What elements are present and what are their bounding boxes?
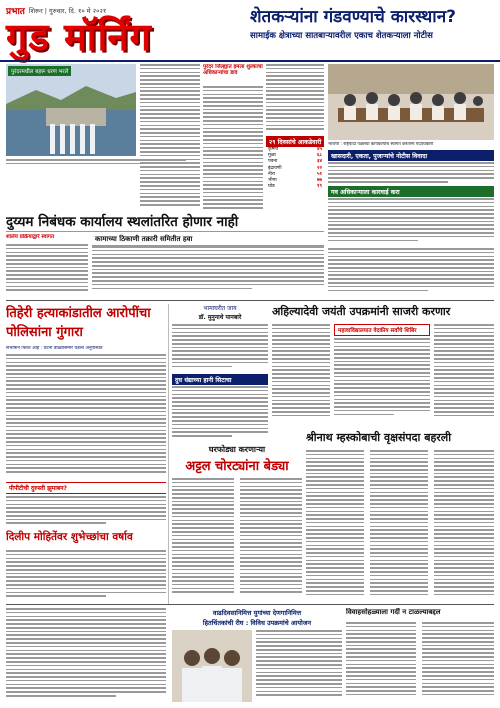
birthday-photo [172, 630, 252, 702]
dam-photo-icon [6, 64, 136, 156]
burglars-pretitle: घरफोड्या करणाऱ्या [208, 445, 266, 454]
column-b-box-body [172, 384, 268, 442]
mohite-headline: दिलीप मोहितेंवर शुभेच्छांचा वर्षाव [6, 531, 133, 543]
price-row: घोड १९ [268, 184, 322, 190]
wedding-headline: विवाहसोहळ्याला गर्दी न टाळल्याबद्दल [346, 608, 441, 616]
page-title: गुड मॉर्निंग [6, 14, 152, 59]
column-rule [168, 304, 169, 604]
price-row: कृष्णा ४५ [268, 147, 322, 152]
lead-photo-strip: पुरंदरमधील बहरू धरण भरले [8, 66, 71, 76]
fire-headline: कामाच्या ठिकाणी तक्रारी समितीत हवा [92, 234, 324, 246]
masthead-divider [0, 60, 500, 62]
ahilyadevi-headline: अहिल्यादेवी जयंती उपक्रमांनी साजरी करणार [272, 305, 451, 318]
office-story [6, 234, 88, 294]
column-b-author: डॉ. मुनुनाथे पानबारे [198, 314, 242, 321]
ppt-box-body [6, 494, 166, 528]
divider [6, 231, 324, 232]
right-column-text [328, 248, 494, 298]
burglars-headline: अट्टल चोरट्यांना बेड्या [185, 459, 289, 474]
ahilyadevi-story [272, 324, 330, 420]
wedding-story [346, 622, 494, 702]
lead-headline: शेतकऱ्यांना गंडवण्याचे कारस्थान? [250, 7, 456, 27]
mohite-story-2 [6, 608, 166, 702]
right-box2-body [328, 196, 494, 246]
shrinath-story [306, 450, 494, 602]
birthday-photo-icon [172, 630, 252, 702]
meeting-photo [328, 64, 494, 140]
mohite-story [6, 550, 166, 602]
top-center-story-2 [203, 64, 263, 214]
office-headline: दुय्यम निबंधक कार्यालय स्थलांतरित होणार नाही [6, 214, 239, 230]
top-center-subhead: पुरंदर जिल्ह्यात इमला शुल्काचा अधिकाऱ्यांचा डाव [203, 64, 263, 76]
masthead [0, 0, 500, 62]
birthday-heading: वाढदिवसानिमित्त युगांच्या देणगानिमित्त [212, 609, 302, 617]
birthday-story [256, 630, 342, 702]
ppt-box-heading: पीपीटीची दुरुस्ती झुमाबन? [6, 482, 166, 494]
murder-byline: संभाषाने फिरत आहे : घटना डोळ्यांसमोर घडला अनुपस्थित [6, 346, 103, 351]
section-divider [6, 300, 494, 301]
price-row: नीरा ५१ [268, 171, 322, 177]
office-subhead: शालेय प्रक्रियाद्वारे स्वागत [6, 234, 55, 240]
top-center-story [140, 64, 200, 214]
meeting-photo-icon [328, 64, 494, 140]
price-box [268, 147, 322, 190]
brand-logo: प्रभात [6, 6, 25, 17]
price-row: पवना ३४ [268, 159, 322, 165]
price-box-heading: २९ दिवसांचे आकडेवारी [266, 136, 324, 147]
meeting-photo-caption: भाजपा : राष्ट्रवादी पक्षाच्या कार्यकर्त्यांचे स्वागत करताना पदाधिकारी [328, 142, 434, 147]
ahilyadevi-box-body [334, 336, 430, 422]
lead-subhead: सामाईक क्षेत्राच्या सातबाऱ्यावरील एकाच शेतकऱ्याला नोटीस [250, 31, 433, 41]
price-row: मुळा ६८ [268, 153, 322, 159]
fire-story [92, 246, 324, 296]
price-row: भीमा ७७ [268, 178, 322, 184]
column-b-pretitle: भामाघरीत जाय [203, 305, 237, 312]
ahilyadevi-box-heading: महावाविद्यालयात वेदकीय सर्वांचे शिबिर [334, 324, 430, 336]
ahilyadevi-story-2 [434, 324, 494, 420]
shrinath-headline: श्रीनाथ म्हस्कोबाची वृक्षसंपदा बहरली [306, 431, 452, 444]
column-b-story [172, 324, 268, 372]
lead-photo [6, 64, 136, 156]
birthday-subheading: हितचिंतकांची रीघ : विविध उपक्रमांचे आयोजन [202, 619, 312, 627]
murder-story [6, 354, 166, 480]
edition-meta: शिरूर | गुरुवार, दि. १० मे २०२१ [28, 6, 107, 15]
right-box2-heading: गव अधिकाऱ्याला कारवाई करा [328, 186, 494, 197]
column-b-box-heading: दुध धंद्याच्या हानी सिटाचा [172, 374, 268, 385]
murder-headline: तिहेरी हत्याकांडातील आरोपींचा पोलिसांना गुंगारा [6, 306, 151, 340]
right-box-body [328, 160, 494, 186]
section-divider [6, 604, 494, 605]
right-box-heading: खासदारी, एकता, पुजाऱ्यांचे नोटीस विवादा [328, 150, 494, 161]
burglars-story [172, 478, 302, 602]
price-row: इंद्रायणी २२ [268, 165, 322, 171]
